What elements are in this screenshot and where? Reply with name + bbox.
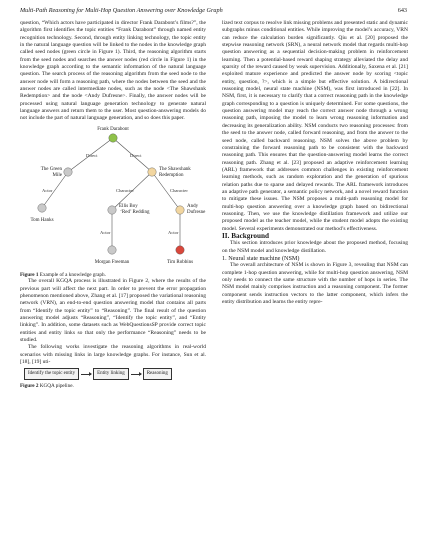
node-tim-robbins [176, 246, 184, 254]
running-header [20, 5, 407, 15]
right-paragraph-1: lized text corpus to resolve link missing problems and presented static and dynamic subgraphs minus conditional entities. While improving the model’s accuracy, VRN can reduce the calculation burden significantly. Qiu et al. [20] proposed the stepwise reasoning network (SRN), a neural network model that regards multi-hop question answering as a sequential decision-making problem in reinforcement learning. Then a potential-based reward shaping strategy alleviated the delay and sparsity of the reward caused by weak supervision. Additionally, Saxena et al. [21] exploited mature experience and predicted the answer node by scoring <topic entity, question, ?>, which is a simple but effective solution. A bidirectional reasoning model, neural state machine (NSM), was first introduced in [22]. In NSM, first, it is necessary to clarify that a correct reasoning path in the knowledge graph corresponding to a question is uniquely determined. For some questions, the question answering model may reach the correct answer node through a wrong reasoning path, imposing the model to learn wrong reasoning information and decreasing its generalization ability. NSM conducts two reasoning processes: from the seed to the answer node, called forward reasoning, and from the answer to the seed node, called backward reasoning. NSM solves the above problem by constraining the forward reasoning path to be consistent with the backward reasoning path. This ensures that the question-answering model learns the correct reasoning path. Zhang et al. [23] proposed an adaptive reinforcement learning (ARL) framework that addresses common challenges in existing reinforcement learning methods, such as random exploration and the generation of spurious relation paths due to sparse and delayed rewards. The ARL framework introduces an adaptive path generator, a semantic policy network, and a novel reward function to mitigate these issues. The NSM proposes a multi-path reasoning model for multi-hop question answering over a knowledge graph based on bidirectional reasoning. Then, we use the knowledge distillation framework and utilize our proposed model as the teacher model, while the student model adopts the existing model. Several experiments demonstrated our method’s effectiveness. [222, 20, 408, 232]
right-column [222, 20, 408, 306]
node-label-morgan: Morgan Freeman [94, 259, 130, 265]
edge-label-actor-1: Actor [42, 187, 53, 193]
node-label-shawshank: The Shawshank Redemption [159, 166, 191, 178]
node-label-green-mile: The Green Mile [40, 166, 62, 178]
pipeline-arrow-1 [81, 374, 91, 375]
pipeline-step-topic-entity: Identify the topic entity [24, 368, 79, 379]
running-title: Multi-Path Reasoning for Multi-Hop Question Answering over Knowledge Graph [20, 6, 223, 14]
right-paragraph-3: The overall architecture of NSM is shown in Figure 3, revealing that NSM can complete 1-hop question answering, while for multi-hop question answering, NSM only needs to connect the same structure with the number of hops in series. The NSM model mainly comprises instruction and a reasoning component. The former component sends instruction vectors to the latter component, which infers the entity distribution and learns the entity repre- [222, 262, 408, 306]
node-tom-hanks [38, 204, 46, 212]
figure-1-caption-label: Figure 1 [20, 271, 39, 278]
node-label-andy: Andy Dufresne [187, 203, 206, 215]
edge-label-character-2: Character [170, 187, 188, 193]
node-frank-darabont [109, 134, 117, 142]
node-label-frank: Frank Darabont [97, 126, 129, 132]
knowledge-graph-svg [20, 126, 206, 272]
page-number: 643 [397, 6, 407, 14]
figure-2-caption-label: Figure 2 [20, 382, 39, 389]
right-paragraph-2: This section introduces prior knowledge about the proposed method, focusing on the NSM model and knowledge distillation. [222, 240, 408, 254]
left-column [20, 20, 206, 389]
figure-2-caption-text: KGQA pipeline. [39, 382, 74, 389]
node-the-shawshank-redemption [148, 168, 156, 176]
node-andy-dufresne [176, 206, 184, 214]
pipeline-step-entity-linking: Entity linking [93, 368, 129, 379]
node-the-green-mile [64, 168, 72, 176]
figure-1-knowledge-graph [20, 126, 206, 272]
left-paragraph-1: question, “Which actors have participated in director Frank Darabont’s films?”, the algorithm first identifies the topic entities “Frank Darabont” through named entity recognition technology. Second, through entity linking technology, the topic entity in the natural language question will be linked to the nodes in the knowledge graph called seed nodes (green circle in Figure 1). Third, the reasoning algorithm starts from the seed nodes and searches the answer nodes (red circle in Figure 1) in the knowledge graph according to the semantic information of the natural language question. The search process of the reasoning algorithm from the seed node to the answer node will form a reasoning path, where the nodes between the seed and the answer nodes are called intermediate nodes, such as the node <The Shawshank Redemption> and the node <Andy Dufresne>. Finally, the answer nodes will be processed using natural language generation technology to generate natural language answers and return them to the user. Most question-answering models do not include the part of natural language generation, and so does this paper. [20, 20, 206, 122]
subsection-heading-nsm: 1. Neural state machine (NSM) [222, 255, 300, 262]
edge-label-actor-3: Actor [168, 229, 179, 235]
node-label-tim: Tim Robbins [166, 259, 194, 265]
node-ellis-boyd-redding [108, 206, 116, 214]
figure-2-caption [20, 383, 206, 390]
pipeline-arrow-2 [131, 374, 141, 375]
left-paragraph-2: The overall KGQA process is illustrated in Figure 2, where the results of the previous part will affect the next part. In order to prevent the error propagation phenomenon mentioned above, Zhang et al. [17] proposed the variational reasoning network (VRN), an end-to-end question answering model that contains all parts from “Identify the topic entity” to “Reasoning”. The final result of the question answering model adjusts “Reasoning”, “Identify the topic entity”, and “Entity linking”. In addition, some datasets such as WebQuestionsSP provide correct topic entities and entity links so that only the performance “Reasoning” needs to be studied. [20, 278, 206, 344]
pipeline-step-reasoning: Reasoning [143, 368, 172, 379]
node-morgan-freeman [108, 246, 116, 254]
left-paragraph-3: The following works investigate the reasoning algorithms in real-world scenarios with missing links in large knowledge graphs. For instance, Sun et al. [18], [19] uti- [20, 344, 206, 366]
edge-label-direct-2: Direct [130, 152, 142, 158]
node-label-ellis: Ellis Boy ‘Red’ Redding [119, 203, 150, 215]
section-heading-background: II. Background [222, 231, 270, 240]
edge-label-actor-2: Actor [100, 229, 111, 235]
figure-2-pipeline [24, 368, 206, 379]
figure-1-caption-text: Example of a knowledge graph. [39, 271, 106, 278]
edge-label-direct-1: Direct [86, 152, 98, 158]
edge-label-character-1: Character [116, 187, 134, 193]
node-label-tom-hanks: Tom Hanks [30, 217, 54, 223]
